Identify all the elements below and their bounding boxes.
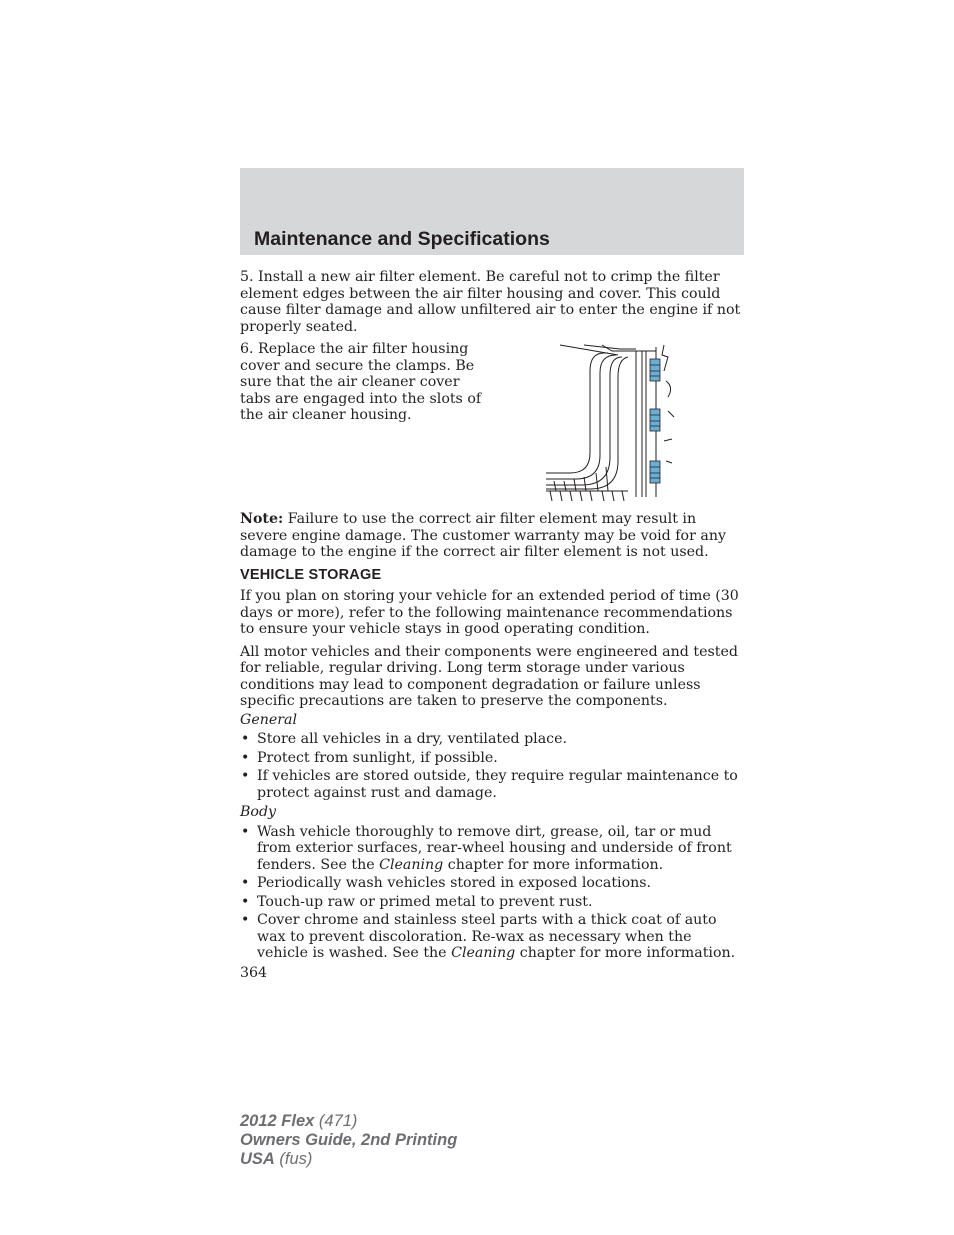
air-filter-housing-illustration — [546, 341, 676, 501]
note-label: Note: — [240, 511, 284, 527]
note-paragraph — [240, 511, 744, 561]
list-item-text: Wash vehicle thoroughly to remove dirt, grease, oil, tar or mud from exterior surfaces, rear-wheel housing and underside of front fenders. See the — [257, 823, 732, 873]
storage-intro-1: If you plan on storing your vehicle for an extended period of time (30 days or more), refer to the following maintenance recommendations to ensure your vehicle stays in good operating condition. — [240, 588, 739, 637]
list-item: • Periodically wash vehicles stored in exposed locations. — [240, 875, 744, 892]
page-content — [240, 269, 744, 981]
step-6-block — [240, 341, 744, 501]
list-item-text: chapter for more information. — [515, 945, 736, 961]
page-number: 364 — [240, 964, 268, 981]
storage-intro-2: All motor vehicles and their components were engineered and tested for reliable, regular driving. Long term storage under various conditions may lead to component degradation or failure unless specific precautions are taken to preserve the components. — [240, 643, 738, 709]
general-subheading: General — [240, 711, 298, 728]
footer-line-3 — [240, 1150, 457, 1169]
footer-code: (471) — [314, 1112, 358, 1130]
note-text: Failure to use the correct air filter element may result in severe engine damage. The customer warranty may be void for any damage to the engine if the correct air filter element is not used. — [240, 511, 726, 560]
list-item: • Protect from sunlight, if possible. — [240, 750, 744, 767]
step-6-paragraph: 6. Replace the air filter housing cover and secure the clamps. Be sure that the air cleaner cover tabs are engaged into the slots of the air cleaner housing. — [240, 341, 482, 423]
step-5-paragraph: 5. Install a new air filter element. Be careful not to crimp the filter element edges between the air filter housing and cover. This could cause filter damage and allow unfiltered air to enter the engine if not properly seated. — [240, 269, 741, 335]
list-item: • Touch-up raw or primed metal to prevent rust. — [240, 894, 744, 911]
body-subheading: Body — [240, 804, 277, 820]
list-item — [240, 824, 744, 874]
document-footer — [240, 1112, 457, 1169]
section-title: Maintenance and Specifications — [254, 228, 550, 250]
footer-model: 2012 Flex — [240, 1112, 315, 1130]
cleaning-reference: Cleaning — [379, 856, 444, 873]
body-list — [240, 824, 744, 962]
footer-line-2 — [240, 1131, 457, 1150]
list-item: • Store all vehicles in a dry, ventilated place. — [240, 731, 744, 748]
cleaning-reference: Cleaning — [451, 945, 516, 961]
general-list — [240, 731, 744, 801]
footer-edition: Owners Guide, 2nd Printing — [240, 1131, 458, 1149]
footer-line-1 — [240, 1112, 457, 1131]
footer-market-code: (fus) — [274, 1150, 313, 1168]
section-header-band — [240, 168, 744, 255]
list-item-text: Cover chrome and stainless steel parts with a thick coat of auto wax to prevent discoloration. Re-wax as necessary when the vehicle is washed. See the — [257, 912, 717, 961]
list-item-text: chapter for more information. — [443, 856, 664, 873]
vehicle-storage-heading: VEHICLE STORAGE — [240, 566, 382, 583]
list-item: • If vehicles are stored outside, they require regular maintenance to protect against rust and damage. — [240, 768, 744, 801]
footer-market: USA — [240, 1150, 275, 1168]
list-item — [240, 912, 744, 962]
